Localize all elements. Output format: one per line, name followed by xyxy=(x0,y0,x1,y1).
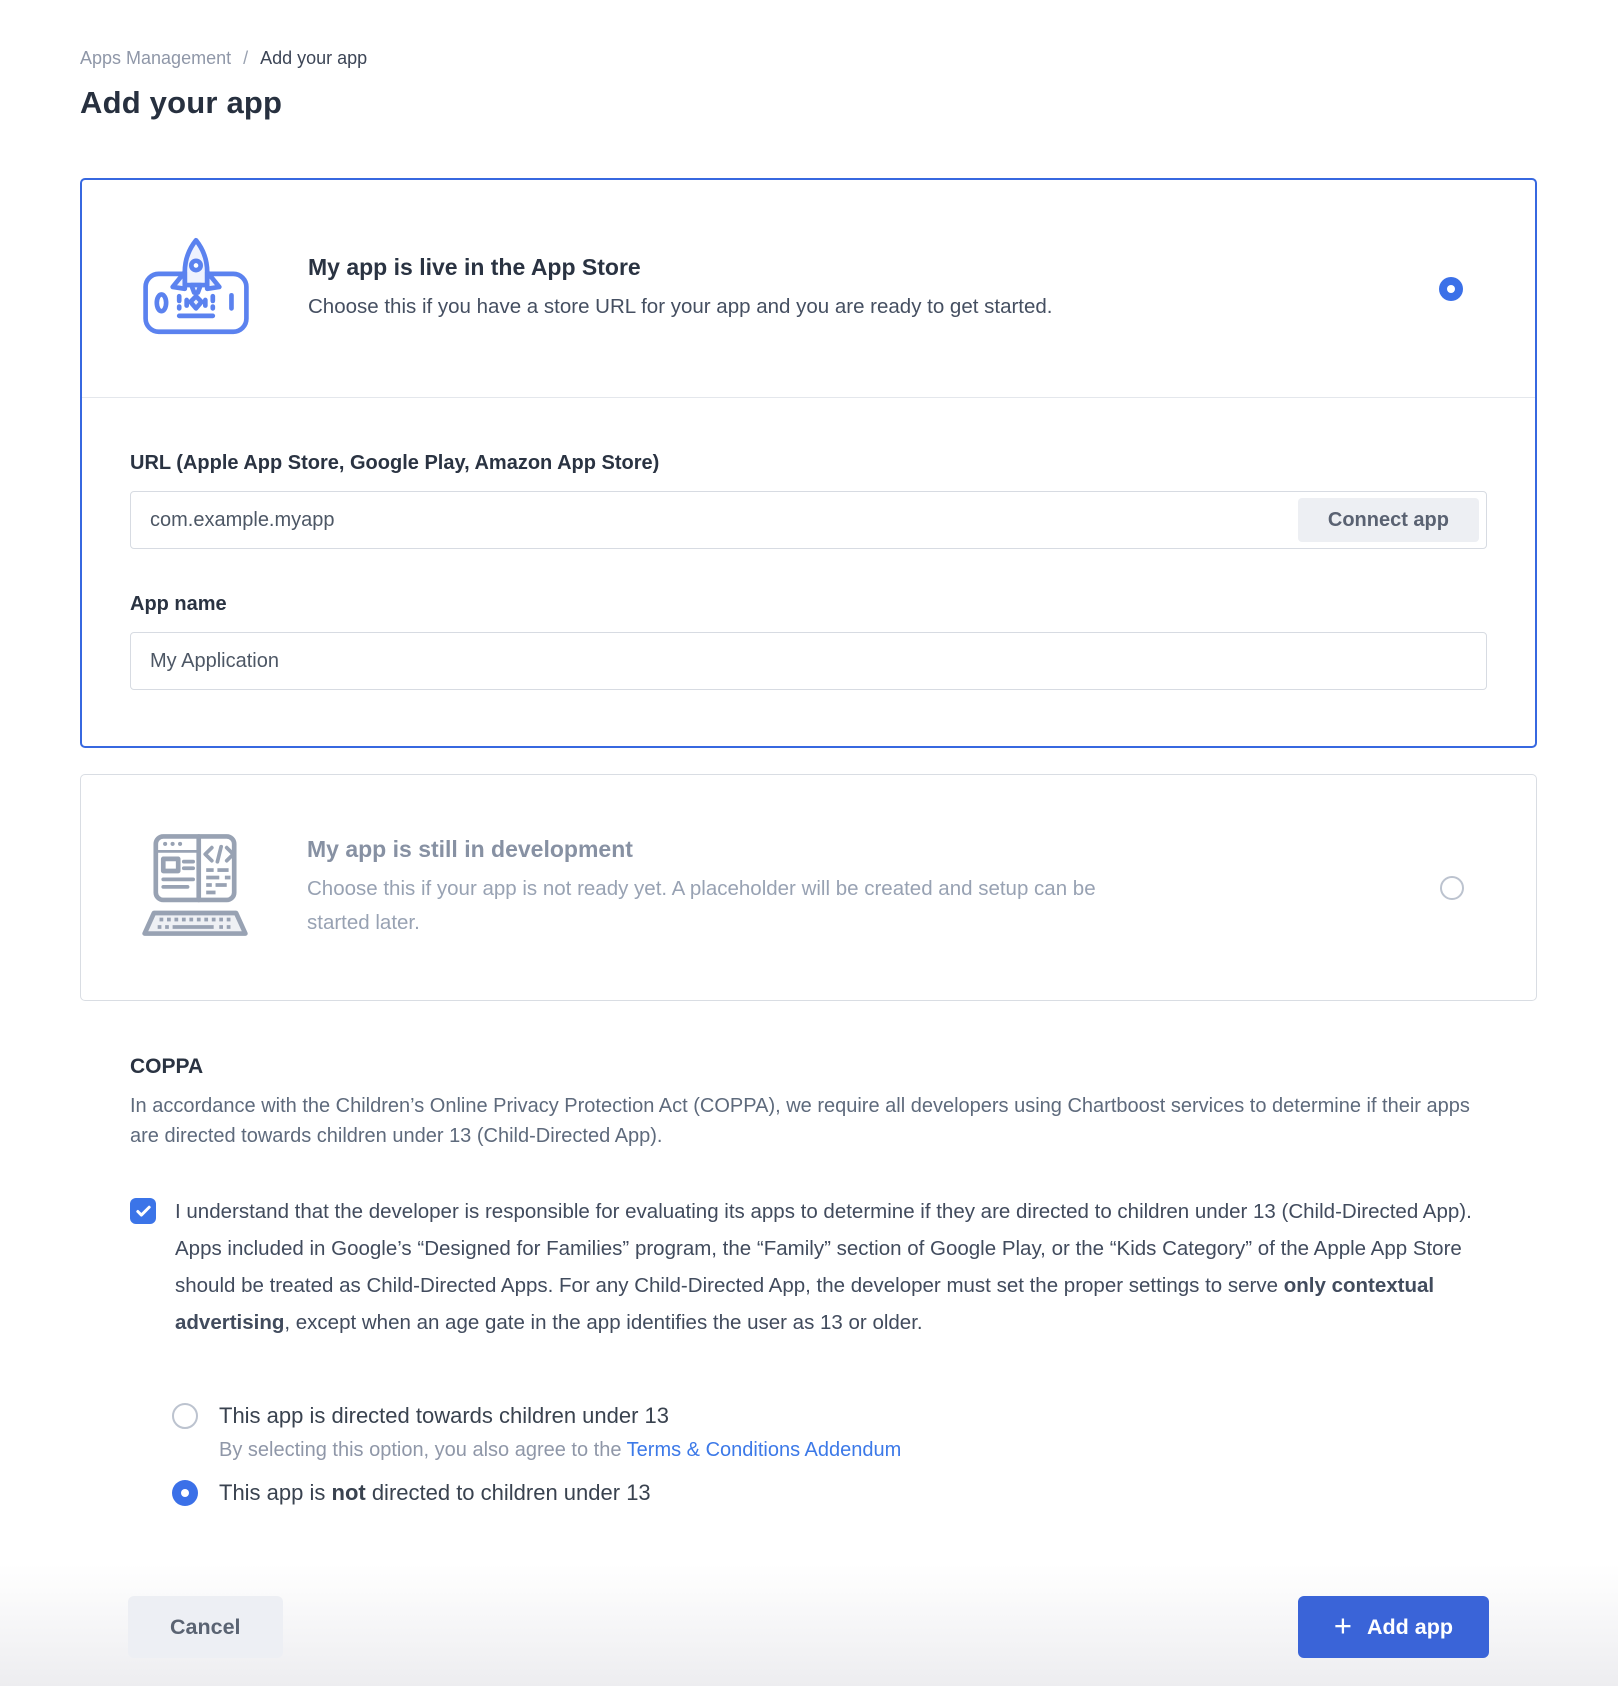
card-app-development-text xyxy=(307,836,1107,940)
card-app-development[interactable] xyxy=(80,774,1537,1001)
app-name-field-label: App name xyxy=(130,593,227,615)
agreement-text-before: I understand that the developer is responsible for evaluating its apps to determine if they are directed to children under 13 (Child-Directed App). Apps included in Google’s “Designed for Families” program, the “Family” section of Google Play, or the “Kids Category” of the Apple App Store should be treated as Child-Directed Apps. For any Child-Directed App, the developer must set the proper settings to serve xyxy=(175,1200,1472,1297)
coppa-section xyxy=(80,1001,1537,1506)
option-directed-children[interactable] xyxy=(172,1403,1537,1429)
option-not-directed-children[interactable] xyxy=(172,1480,1537,1506)
directed-children-label: This app is directed towards children under 13 xyxy=(219,1403,670,1428)
breadcrumb-current: Add your app xyxy=(260,48,368,68)
app-name-input-row xyxy=(130,632,1487,690)
card-app-live[interactable] xyxy=(80,178,1537,748)
card-app-development-title: My app is still in development xyxy=(307,835,633,862)
breadcrumb xyxy=(80,0,1537,69)
add-app-button[interactable] xyxy=(1298,1596,1489,1658)
url-field-label: URL (Apple App Store, Google Play, Amazon App Store) xyxy=(130,452,660,474)
directed-children-radio[interactable] xyxy=(172,1403,198,1429)
plus-icon: + xyxy=(1333,1608,1352,1643)
cancel-button[interactable]: Cancel xyxy=(128,1596,283,1658)
not-directed-children-radio[interactable] xyxy=(172,1480,198,1506)
page-content xyxy=(80,0,1537,1506)
not-directed-prefix: This app is xyxy=(219,1480,332,1505)
add-app-button-label: Add app xyxy=(1367,1614,1453,1639)
card-app-development-radio-wrap xyxy=(1440,876,1464,900)
footer-action-bar xyxy=(0,1564,1618,1686)
coppa-radio-group xyxy=(172,1403,1537,1506)
card-app-development-header xyxy=(81,775,1536,1000)
coppa-agreement-text xyxy=(175,1193,1480,1341)
not-directed-suffix: directed to children under 13 xyxy=(365,1480,651,1505)
coppa-agreement-row xyxy=(130,1193,1537,1341)
card-app-live-description: Choose this if you have a store URL for your app and you are ready to get started. xyxy=(308,294,1053,318)
footer-inner xyxy=(0,1564,1618,1658)
not-directed-bold: not xyxy=(331,1480,366,1505)
note-prefix: By selecting this option, you also agree to the xyxy=(219,1439,627,1461)
breadcrumb-apps-management[interactable]: Apps Management xyxy=(80,48,232,68)
directed-children-note xyxy=(219,1439,1537,1462)
card-app-live-form xyxy=(82,398,1535,746)
card-app-development-description: Choose this if your app is not ready yet. A placeholder will be created and setup can be started later. xyxy=(307,876,1096,934)
page-title: Add your app xyxy=(80,85,283,120)
url-input-row xyxy=(130,491,1487,549)
coppa-heading: COPPA xyxy=(130,1055,204,1078)
app-name-input[interactable] xyxy=(130,632,1487,690)
checkmark-icon xyxy=(135,1203,152,1220)
app-live-radio[interactable] xyxy=(1439,277,1463,301)
breadcrumb-separator: / xyxy=(243,48,249,68)
coppa-intro: In accordance with the Children’s Online Privacy Protection Act (COPPA), we require all developers using Chartboost services to determine if their apps are directed towards children under 13 (Child-Directed App). xyxy=(130,1095,1470,1147)
rocket-launch-icon xyxy=(140,234,252,343)
not-directed-children-label xyxy=(219,1480,651,1506)
card-app-live-header xyxy=(82,180,1535,397)
agreement-text-after: , except when an age gate in the app identifies the user as 13 or older. xyxy=(284,1311,923,1334)
card-app-live-radio-wrap xyxy=(1439,277,1463,301)
connect-app-button[interactable]: Connect app xyxy=(1298,498,1479,542)
card-app-live-text xyxy=(308,254,1053,324)
app-development-radio[interactable] xyxy=(1440,876,1464,900)
laptop-code-icon xyxy=(139,829,251,946)
card-app-live-title: My app is live in the App Store xyxy=(308,253,641,280)
coppa-agreement-checkbox[interactable] xyxy=(130,1198,156,1224)
agreement-text-bold: only contextual advertising xyxy=(175,1274,1435,1334)
url-input[interactable] xyxy=(130,491,1487,549)
terms-conditions-link[interactable]: Terms & Conditions Addendum xyxy=(626,1439,902,1461)
